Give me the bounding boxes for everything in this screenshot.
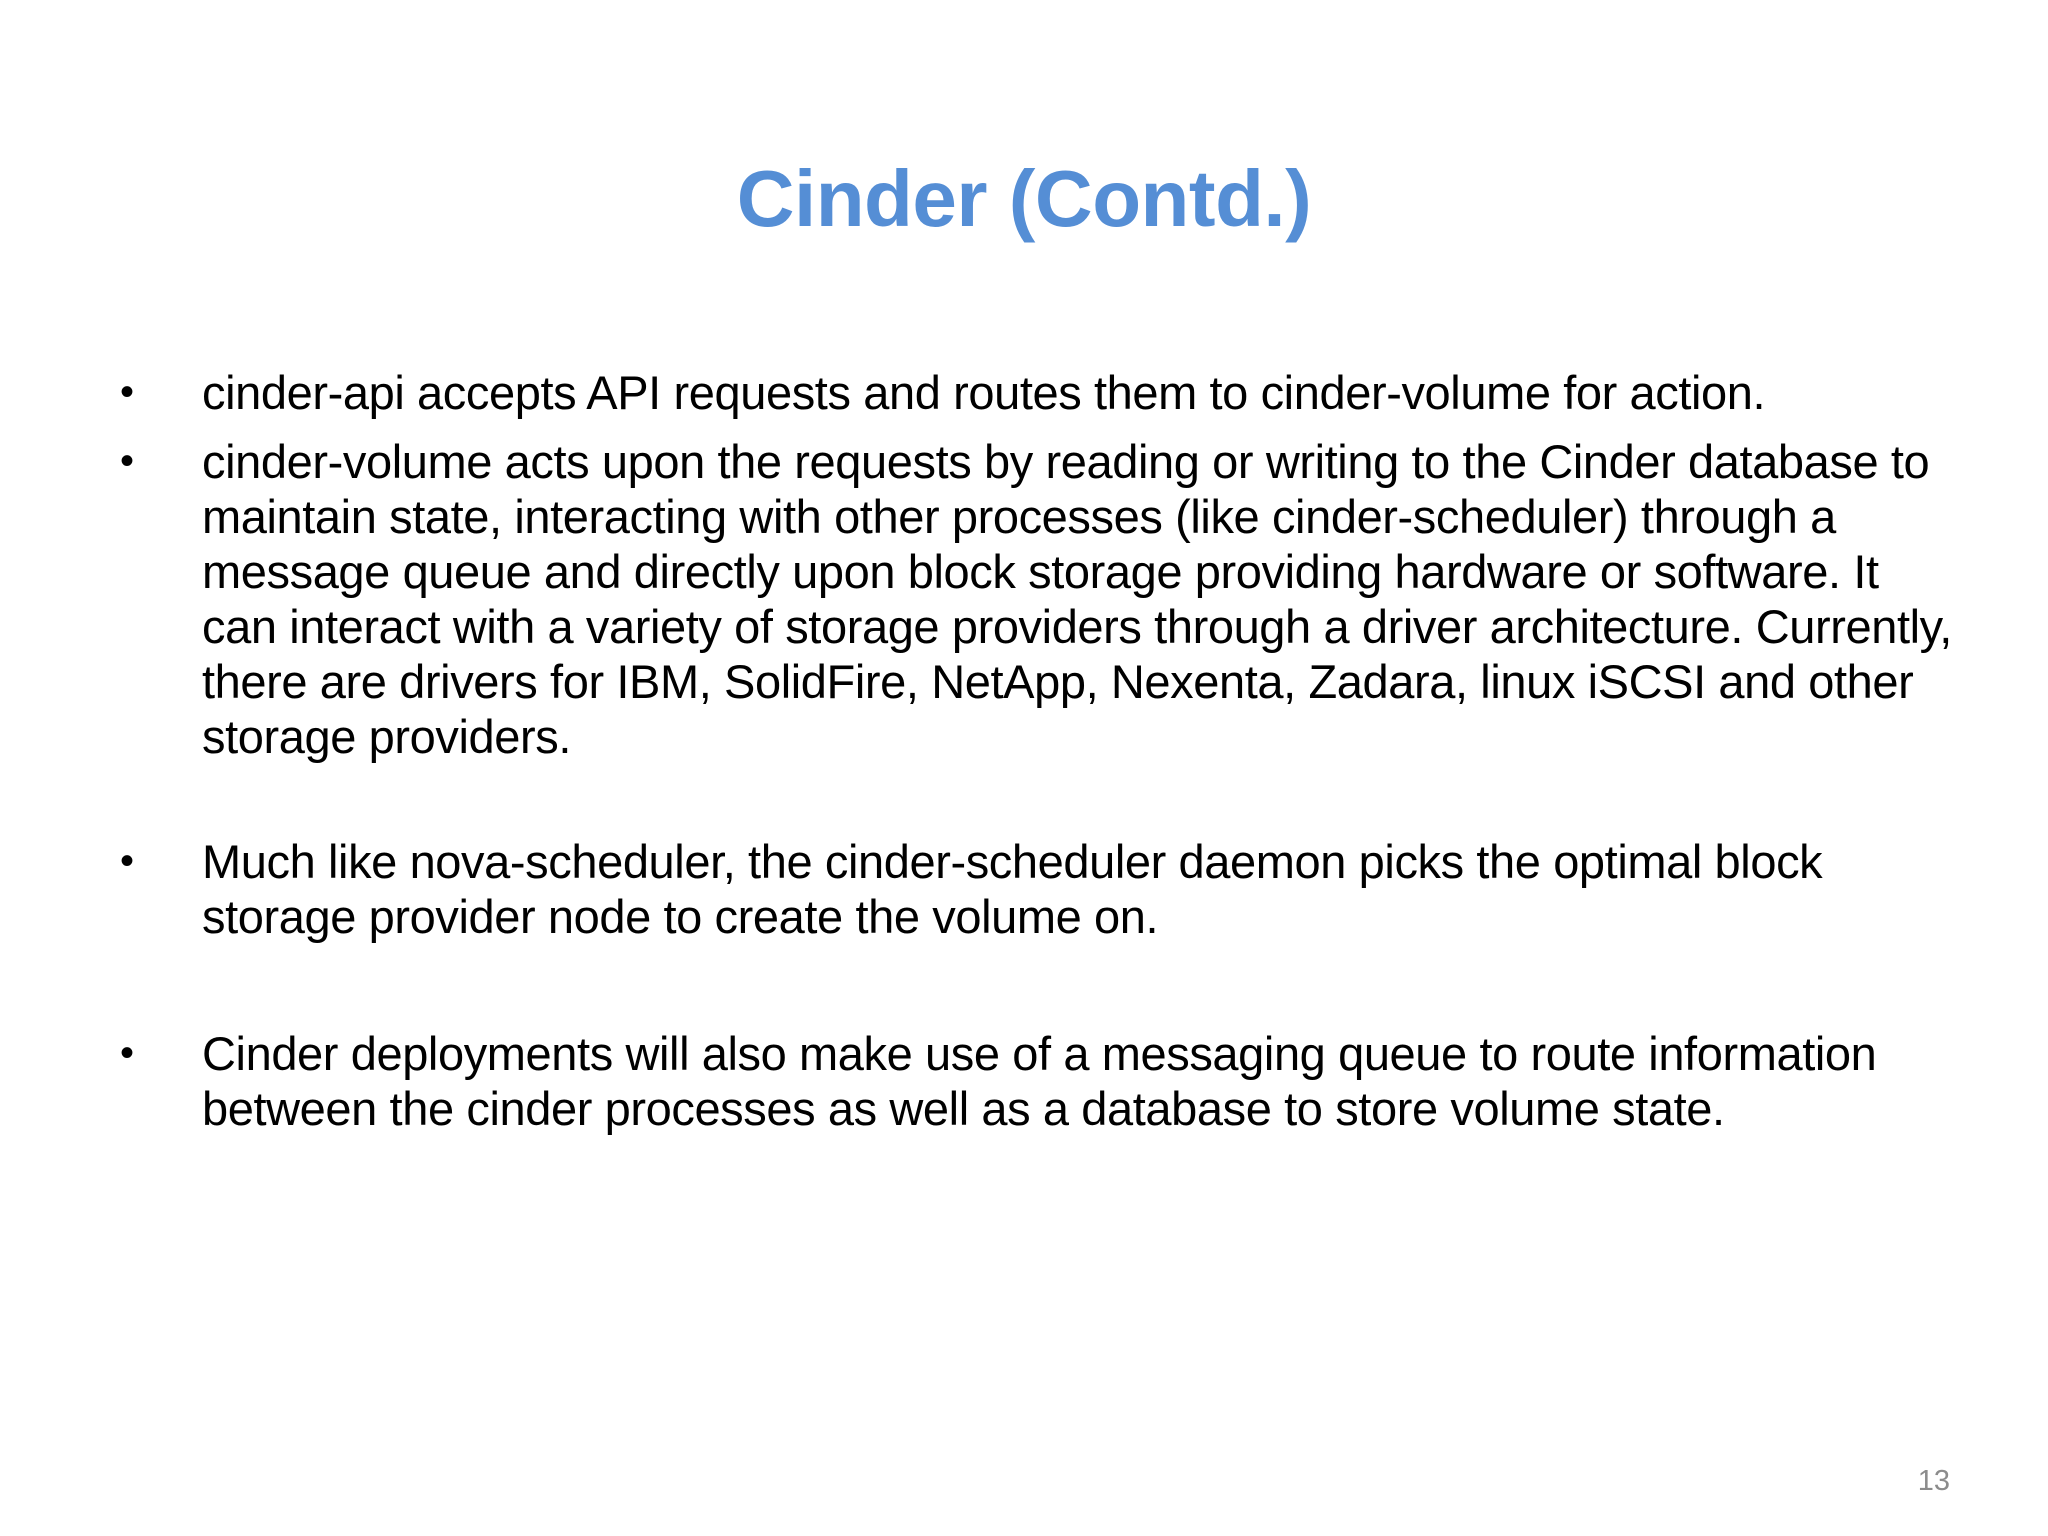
bullet-item: [120, 365, 1960, 420]
bullet-text: cinder-volume acts upon the requests by reading or writing to the Cinder database to maintain state, interacting with other processes (like cinder-scheduler) through a message queue and directly upon block storage providing hardware or software. It can interact with a variety of storage providers through a driver architecture. Currently, there are drivers for IBM, SolidFire, NetApp, Nexenta, Zadara, linux iSCSI and other storage providers.: [202, 435, 1952, 763]
bullet-item: [120, 1026, 1960, 1136]
bullet-list: [120, 365, 1960, 1136]
bullet-text: Much like nova-scheduler, the cinder-scheduler daemon picks the optimal block storage provider node to create the volume on.: [202, 835, 1823, 943]
page-number: 13: [1917, 1465, 1950, 1497]
bullet-dot-icon: •: [120, 370, 134, 414]
bullet-item: [120, 434, 1960, 764]
bullet-item: [120, 834, 1960, 944]
bullet-text: Cinder deployments will also make use of a messaging queue to route information between the cinder processes as well as a database to store volume state.: [202, 1027, 1877, 1135]
bullet-dot-icon: •: [120, 839, 134, 883]
bullet-text: cinder-api accepts API requests and routes them to cinder-volume for action.: [202, 366, 1766, 419]
bullet-dot-icon: •: [120, 439, 134, 483]
bullet-dot-icon: •: [120, 1031, 134, 1075]
slide-title: Cinder (Contd.): [736, 154, 1312, 243]
